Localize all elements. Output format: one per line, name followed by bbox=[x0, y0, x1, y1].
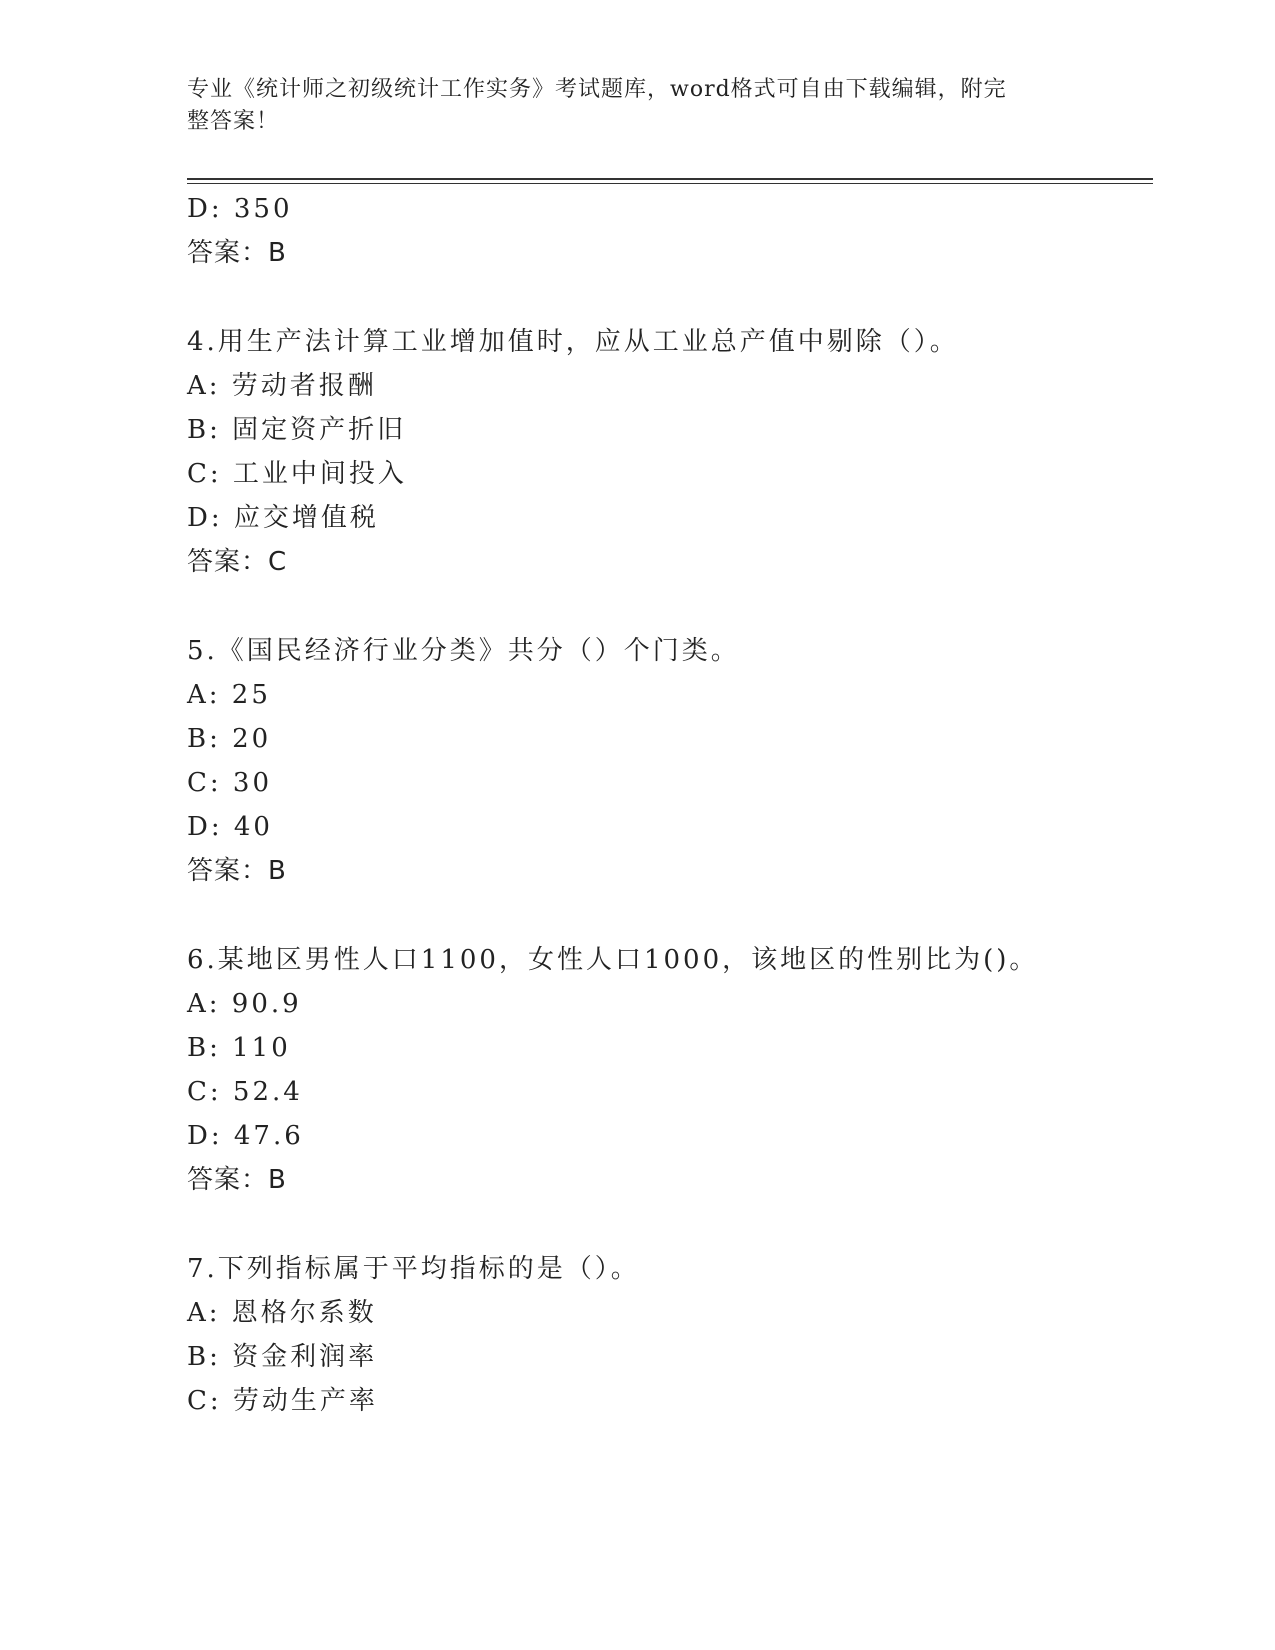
question-5-option-b: B: 20 bbox=[187, 724, 272, 754]
question-5-option-c: C: 30 bbox=[187, 768, 273, 798]
question-5-stem: 5.《国民经济行业分类》共分（）个门类。 bbox=[187, 636, 740, 666]
option-d: D: 350 bbox=[187, 194, 293, 224]
question-5-answer: 答案：B bbox=[187, 856, 287, 886]
question-5-option-d: D: 40 bbox=[187, 812, 273, 842]
header-divider-thin bbox=[187, 183, 1153, 184]
question-6-option-c: C: 52.4 bbox=[187, 1077, 303, 1107]
header-line-1: 专业《统计师之初级统计工作实务》考试题库，word格式可自由下载编辑，附完 bbox=[187, 77, 1007, 102]
question-6-answer: 答案：B bbox=[187, 1165, 287, 1195]
question-7-option-a: A: 恩格尔系数 bbox=[187, 1298, 377, 1328]
question-4-stem: 4.用生产法计算工业增加值时，应从工业总产值中剔除（）。 bbox=[187, 327, 959, 357]
answer: 答案：B bbox=[187, 238, 287, 268]
question-4-option-d: D: 应交增值税 bbox=[187, 503, 379, 533]
question-7-option-c: C: 劳动生产率 bbox=[187, 1386, 378, 1416]
header-line-2: 整答案！ bbox=[187, 109, 280, 134]
question-7-option-b: B: 资金利润率 bbox=[187, 1342, 378, 1372]
question-6-option-a: A: 90.9 bbox=[187, 989, 302, 1019]
question-5-option-a: A: 25 bbox=[187, 680, 271, 710]
question-4-option-b: B: 固定资产折旧 bbox=[187, 415, 407, 445]
question-6-option-d: D: 47.6 bbox=[187, 1121, 304, 1151]
document-header bbox=[187, 74, 1087, 138]
question-4-answer: 答案：C bbox=[187, 547, 288, 577]
question-6-option-b: B: 110 bbox=[187, 1033, 291, 1063]
question-4-option-a: A: 劳动者报酬 bbox=[187, 371, 377, 401]
header-divider-thick bbox=[187, 178, 1153, 180]
question-4-option-c: C: 工业中间投入 bbox=[187, 459, 407, 489]
question-7-stem: 7.下列指标属于平均指标的是（）。 bbox=[187, 1254, 640, 1284]
question-6-stem: 6.某地区男性人口1100，女性人口1000，该地区的性别比为()。 bbox=[187, 945, 1039, 975]
